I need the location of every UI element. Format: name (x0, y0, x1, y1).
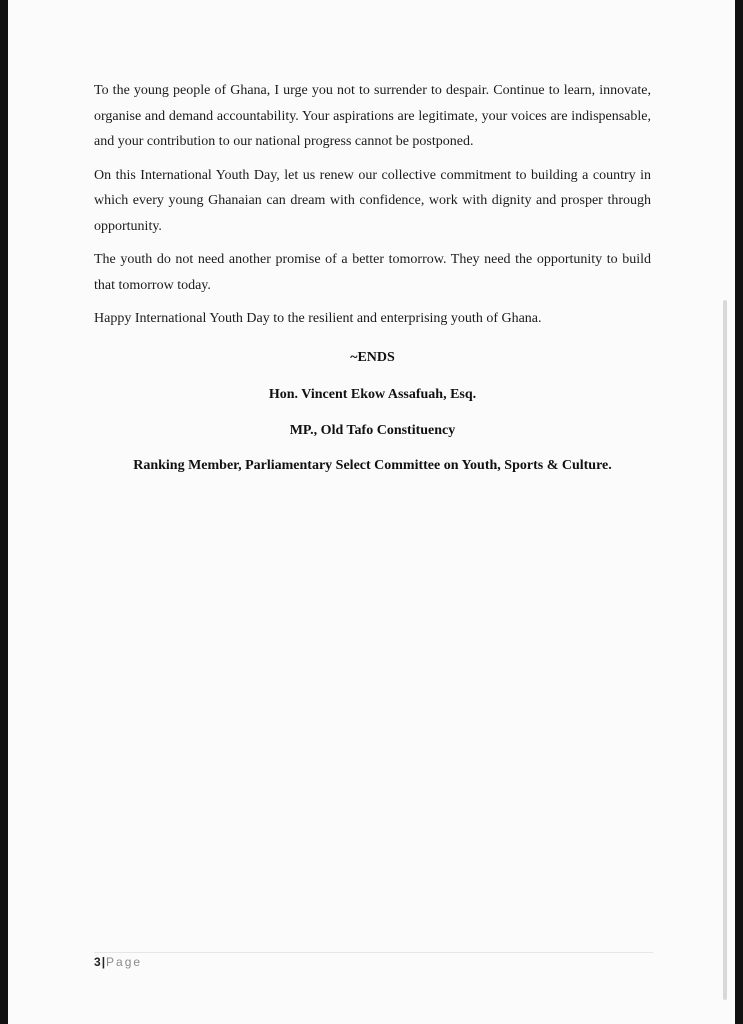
paragraph-youth-appeal: To the young people of Ghana, I urge you not to surrender to despair. Continue to learn, innovate, organise and demand accountability. Your aspirations are legitimate, your voices are indispensable, and your contribution to our national progress cannot be postponed. (94, 83, 651, 149)
scrollbar-thumb[interactable] (723, 300, 727, 1000)
paragraph-renew-commitment: On this International Youth Day, let us renew our collective commitment to building a country in which every young Ghanaian can dream with confidence, work with dignity and prosper through opportunity. (94, 167, 651, 234)
page-separator: | (101, 955, 106, 969)
page-label: Page (106, 955, 143, 969)
signatory-name: Hon. Vincent Ekow Assafuah, Esq. (268, 387, 477, 402)
ends-marker: ~ENDS (350, 350, 395, 365)
signatory-role: Ranking Member, Parliamentary Select Committee on Youth, Sports & Culture. (133, 458, 612, 473)
press-release-body (94, 78, 651, 332)
page-footer (94, 955, 142, 969)
page-number: 3 (94, 955, 101, 969)
footer-divider (94, 952, 653, 953)
signatory-position: MP., Old Tafo Constituency (289, 423, 456, 438)
paragraph-greeting: Happy International Youth Day to the resilient and enterprising youth of Ghana. (94, 311, 542, 326)
vertical-scrollbar[interactable] (723, 300, 727, 1000)
document-page (8, 0, 735, 1024)
paragraph-opportunity: The youth do not need another promise of a better tomorrow. They need the opportunity to build that tomorrow today. (94, 252, 651, 293)
